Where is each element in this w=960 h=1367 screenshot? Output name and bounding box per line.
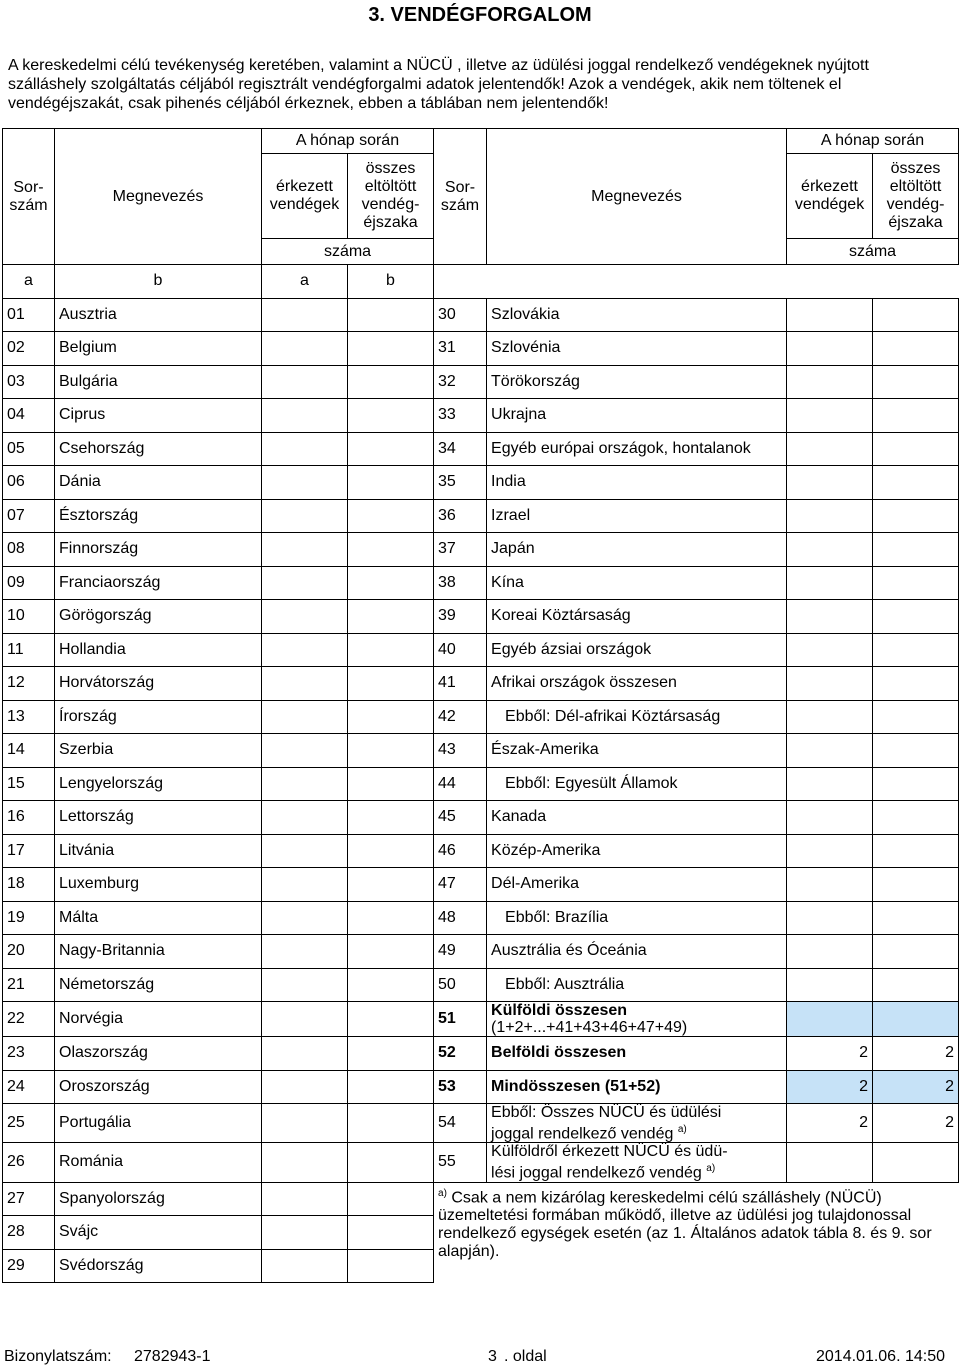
- table-row: [3, 1143, 959, 1182]
- arrived-guests-input[interactable]: [787, 700, 873, 734]
- arrived-guests-input[interactable]: [262, 566, 348, 600]
- arrived-guests-input[interactable]: [787, 298, 873, 332]
- row-number: 20: [3, 935, 55, 969]
- arrived-guests-input[interactable]: [787, 767, 873, 801]
- table-row: [3, 1070, 959, 1104]
- page-title: 3. VENDÉGFORGALOM: [368, 4, 592, 26]
- row-number: 09: [3, 566, 55, 600]
- arrived-guests-input[interactable]: [262, 901, 348, 935]
- country-name: Ebből: Egyesült Államok: [487, 767, 787, 801]
- row-number: 18: [3, 868, 55, 902]
- country-name: India: [487, 466, 787, 500]
- table-row: [3, 466, 959, 500]
- arrived-guests-input[interactable]: [262, 1143, 348, 1182]
- country-name: Egyéb európai országok, hontalanok: [487, 432, 787, 466]
- row-number: 50: [434, 968, 487, 1002]
- table-row: [3, 700, 959, 734]
- page-number: 3: [488, 1348, 497, 1365]
- footer-datetime: 2014.01.06. 14:50: [816, 1348, 946, 1365]
- country-name: Ausztria: [55, 298, 262, 332]
- intro-text: A kereskedelmi célú tevékenység keretében, valamint a NÜCÜ , illetve az üdülési joggal rendelkező vendégeknek nyújtott szálláshely szolgáltatás céljából regisztrált vendégforgalmi adatok jelentendők! Azok a vendégek, akik nem töltenek el vendégéjszakát, csak pihenés céljából érkeznek, ebben a táblában nem jelentendők!: [8, 57, 869, 112]
- country-name: Belgium: [55, 332, 262, 366]
- arrived-guests-input[interactable]: [262, 868, 348, 902]
- arrived-guests-value[interactable]: [787, 1002, 873, 1037]
- row-number: 02: [3, 332, 55, 366]
- arrived-guests-input[interactable]: [262, 298, 348, 332]
- summary-name: Ebből: Összes NÜCÜ és üdülési joggal rendelkező vendég $^{a)}$: [487, 1104, 787, 1143]
- row-number: 55: [434, 1143, 487, 1182]
- row-number: 36: [434, 499, 487, 533]
- country-name: Szlovénia: [487, 332, 787, 366]
- country-name: Norvégia: [55, 1002, 262, 1037]
- row-number: 31: [434, 332, 487, 366]
- country-name: Közép-Amerika: [487, 834, 787, 868]
- header-honap-right: A hónap során: [787, 129, 959, 154]
- country-name: Ebből: Dél-afrikai Köztársaság: [487, 700, 787, 734]
- guest-nights-input[interactable]: [873, 901, 959, 935]
- table-row: [3, 1037, 959, 1071]
- arrived-guests-input[interactable]: [262, 365, 348, 399]
- country-name: Észtország: [55, 499, 262, 533]
- table-row: [3, 365, 959, 399]
- arrived-guests-input[interactable]: [787, 801, 873, 835]
- country-name: Izrael: [487, 499, 787, 533]
- header-honap-left: A hónap során: [262, 129, 434, 154]
- country-name: Svédország: [55, 1249, 262, 1283]
- table-row: [3, 834, 959, 868]
- table-row: [3, 868, 959, 902]
- row-number: 28: [3, 1216, 55, 1250]
- table-row: [3, 432, 959, 466]
- row-number: 30: [434, 298, 487, 332]
- country-name: Kanada: [487, 801, 787, 835]
- country-name: Olaszország: [55, 1037, 262, 1071]
- country-name: Portugália: [55, 1104, 262, 1143]
- guest-nights-input[interactable]: [873, 466, 959, 500]
- row-number: 05: [3, 432, 55, 466]
- guest-nights-input[interactable]: [348, 1037, 434, 1071]
- guest-nights-input[interactable]: [348, 834, 434, 868]
- row-number: 03: [3, 365, 55, 399]
- guest-nights-input[interactable]: [873, 633, 959, 667]
- arrived-guests-input[interactable]: [262, 734, 348, 768]
- arrived-guests-input[interactable]: [787, 935, 873, 969]
- guest-traffic-table: [2, 128, 959, 1283]
- arrived-guests-input[interactable]: [787, 466, 873, 500]
- guest-nights-input[interactable]: [348, 600, 434, 634]
- country-name: Szlovákia: [487, 298, 787, 332]
- header-sorszam-right: Sor- szám: [434, 129, 487, 265]
- row-number: 48: [434, 901, 487, 935]
- guest-nights-input[interactable]: [348, 935, 434, 969]
- bizonylat-label: Bizonylatszám:: [4, 1348, 112, 1365]
- header-szama-right: száma: [787, 239, 959, 265]
- arrived-guests-value[interactable]: 2: [787, 1104, 873, 1143]
- country-name: Ebből: Brazília: [487, 901, 787, 935]
- row-number: 34: [434, 432, 487, 466]
- row-number: 25: [3, 1104, 55, 1143]
- country-name: Németország: [55, 968, 262, 1002]
- row-number: 41: [434, 667, 487, 701]
- row-number: 49: [434, 935, 487, 969]
- guest-nights-input[interactable]: [348, 901, 434, 935]
- row-number: 32: [434, 365, 487, 399]
- guest-nights-input[interactable]: [348, 1070, 434, 1104]
- header-col-a-left: a: [3, 265, 55, 299]
- country-name: Dél-Amerika: [487, 868, 787, 902]
- guest-nights-input[interactable]: [873, 399, 959, 433]
- summary-name: Belföldi összesen: [487, 1037, 787, 1071]
- arrived-guests-input[interactable]: [262, 935, 348, 969]
- row-number: 13: [3, 700, 55, 734]
- arrived-guests-input[interactable]: [262, 466, 348, 500]
- guest-nights-input[interactable]: [873, 533, 959, 567]
- row-number: 38: [434, 566, 487, 600]
- table-row: [3, 1002, 959, 1037]
- row-number: 12: [3, 667, 55, 701]
- country-name: Görögország: [55, 600, 262, 634]
- table-row: [3, 901, 959, 935]
- country-name: Japán: [487, 533, 787, 567]
- country-name: Luxemburg: [55, 868, 262, 902]
- arrived-guests-input[interactable]: [787, 566, 873, 600]
- arrived-guests-input[interactable]: [262, 399, 348, 433]
- header-osszes-right: összes eltöltött vendég- éjszaka: [873, 154, 959, 239]
- guest-nights-input[interactable]: [348, 466, 434, 500]
- header-osszes-left: összes eltöltött vendég- éjszaka: [348, 154, 434, 239]
- guest-nights-input[interactable]: [348, 298, 434, 332]
- country-name: Svájc: [55, 1216, 262, 1250]
- country-name: Afrikai országok összesen: [487, 667, 787, 701]
- arrived-guests-input[interactable]: [787, 834, 873, 868]
- row-number: 19: [3, 901, 55, 935]
- arrived-guests-input[interactable]: [787, 600, 873, 634]
- guest-nights-value[interactable]: [873, 1002, 959, 1037]
- header-erkezett-right: érkezett vendégek: [787, 154, 873, 239]
- bizonylat-value: 2782943-1: [134, 1348, 211, 1365]
- country-name: Csehország: [55, 432, 262, 466]
- arrived-guests-input[interactable]: [262, 667, 348, 701]
- row-number: 11: [3, 633, 55, 667]
- country-name: Horvátország: [55, 667, 262, 701]
- summary-name: Külföldről érkezett NÜCÜ és üdü- lési joggal rendelkező vendég $^{a)}$: [487, 1143, 787, 1182]
- country-name: Ciprus: [55, 399, 262, 433]
- row-number: 43: [434, 734, 487, 768]
- table-row: [3, 298, 959, 332]
- row-number: 01: [3, 298, 55, 332]
- country-name: Lengyelország: [55, 767, 262, 801]
- guest-nights-input[interactable]: [348, 767, 434, 801]
- arrived-guests-input[interactable]: [262, 1104, 348, 1143]
- guest-nights-input[interactable]: [348, 700, 434, 734]
- row-number: 21: [3, 968, 55, 1002]
- row-number: 22: [3, 1002, 55, 1037]
- guest-nights-value[interactable]: 2: [873, 1037, 959, 1071]
- country-name: Kína: [487, 566, 787, 600]
- row-number: 37: [434, 533, 487, 567]
- arrived-guests-input[interactable]: [262, 533, 348, 567]
- arrived-guests-input[interactable]: [787, 901, 873, 935]
- table-row: [3, 499, 959, 533]
- guest-nights-input[interactable]: [873, 868, 959, 902]
- table-row: [3, 332, 959, 366]
- guest-nights-input[interactable]: [873, 600, 959, 634]
- country-name: Románia: [55, 1143, 262, 1182]
- footnote: $^{a)}$ Csak a nem kizárólag kereskedelmi célú szálláshely (NÜCÜ) üzemeltetési formában működő, illetve az üdülési jog tulajdonossal rendelkező egységek esetén (az 1. Általános adatok tábla 8. és 9. sor alapján).: [438, 1187, 932, 1260]
- table-row: [3, 801, 959, 835]
- arrived-guests-input[interactable]: [262, 1182, 348, 1216]
- guest-nights-input[interactable]: [348, 868, 434, 902]
- row-number: 46: [434, 834, 487, 868]
- table-row: [3, 600, 959, 634]
- country-name: Litvánia: [55, 834, 262, 868]
- arrived-guests-input[interactable]: [262, 834, 348, 868]
- guest-nights-input[interactable]: [348, 1216, 434, 1250]
- row-number: 29: [3, 1249, 55, 1283]
- arrived-guests-input[interactable]: [787, 868, 873, 902]
- row-number: 24: [3, 1070, 55, 1104]
- row-number: 52: [434, 1037, 487, 1071]
- country-name: Nagy-Britannia: [55, 935, 262, 969]
- arrived-guests-input[interactable]: [262, 499, 348, 533]
- arrived-guests-input[interactable]: [262, 1002, 348, 1037]
- guest-nights-input[interactable]: [348, 332, 434, 366]
- guest-nights-input[interactable]: [348, 801, 434, 835]
- arrived-guests-input[interactable]: [262, 1070, 348, 1104]
- guest-nights-input[interactable]: [348, 1249, 434, 1283]
- row-number: 08: [3, 533, 55, 567]
- row-number: 15: [3, 767, 55, 801]
- row-number: 06: [3, 466, 55, 500]
- guest-nights-input[interactable]: [348, 432, 434, 466]
- row-number: 04: [3, 399, 55, 433]
- table-row: [3, 734, 959, 768]
- arrived-guests-input[interactable]: [262, 700, 348, 734]
- header-col-a-right: a: [262, 265, 348, 299]
- arrived-guests-input[interactable]: [787, 968, 873, 1002]
- country-name: Ausztrália és Óceánia: [487, 935, 787, 969]
- arrived-guests-input[interactable]: [787, 365, 873, 399]
- arrived-guests-value[interactable]: 2: [787, 1070, 873, 1104]
- arrived-guests-input[interactable]: [787, 533, 873, 567]
- arrived-guests-input[interactable]: [787, 667, 873, 701]
- arrived-guests-input[interactable]: [262, 332, 348, 366]
- country-name: Ukrajna: [487, 399, 787, 433]
- country-name: Málta: [55, 901, 262, 935]
- guest-nights-input[interactable]: [348, 633, 434, 667]
- country-name: Bulgária: [55, 365, 262, 399]
- header-megnevezes-right: Megnevezés: [487, 129, 787, 265]
- country-name: Ebből: Ausztrália: [487, 968, 787, 1002]
- country-name: Lettország: [55, 801, 262, 835]
- header-erkezett-left: érkezett vendégek: [262, 154, 348, 239]
- country-name: Finnország: [55, 533, 262, 567]
- table-row: [3, 968, 959, 1002]
- table-row: [3, 667, 959, 701]
- table-row: [3, 1182, 959, 1216]
- guest-nights-value[interactable]: 2: [873, 1070, 959, 1104]
- arrived-guests-input[interactable]: [262, 633, 348, 667]
- country-name: Írország: [55, 700, 262, 734]
- country-name: Észak-Amerika: [487, 734, 787, 768]
- guest-nights-input[interactable]: [873, 566, 959, 600]
- arrived-guests-input[interactable]: [262, 767, 348, 801]
- arrived-guests-value[interactable]: 2: [787, 1037, 873, 1071]
- guest-nights-input[interactable]: [873, 801, 959, 835]
- table-row: [3, 633, 959, 667]
- header-szama-left: száma: [262, 239, 434, 265]
- guest-nights-input[interactable]: [873, 332, 959, 366]
- arrived-guests-input[interactable]: [787, 432, 873, 466]
- row-number: 14: [3, 734, 55, 768]
- arrived-guests-input[interactable]: [262, 600, 348, 634]
- row-number: 23: [3, 1037, 55, 1071]
- guest-nights-input[interactable]: [873, 968, 959, 1002]
- table-row: [3, 767, 959, 801]
- arrived-guests-input[interactable]: [787, 499, 873, 533]
- guest-nights-input[interactable]: [873, 834, 959, 868]
- guest-nights-input[interactable]: [873, 298, 959, 332]
- guest-nights-input[interactable]: [873, 700, 959, 734]
- country-name: Koreai Köztársaság: [487, 600, 787, 634]
- arrived-guests-input[interactable]: [262, 1037, 348, 1071]
- row-number: 40: [434, 633, 487, 667]
- guest-nights-input[interactable]: [873, 365, 959, 399]
- guest-nights-input[interactable]: [348, 1002, 434, 1037]
- header-col-b-left: b: [55, 265, 262, 299]
- row-number: 16: [3, 801, 55, 835]
- country-name: Szerbia: [55, 734, 262, 768]
- guest-nights-input[interactable]: [873, 432, 959, 466]
- summary-name: Külföldi összesen (1+2+...+41+43+46+47+49): [487, 1002, 787, 1037]
- row-number: 45: [434, 801, 487, 835]
- country-name: Törökország: [487, 365, 787, 399]
- arrived-guests-input[interactable]: [262, 801, 348, 835]
- country-name: Egyéb ázsiai országok: [487, 633, 787, 667]
- header-sorszam-left: Sor- szám: [3, 129, 55, 265]
- row-number: 42: [434, 700, 487, 734]
- arrived-guests-input[interactable]: [787, 332, 873, 366]
- guest-nights-input[interactable]: [348, 667, 434, 701]
- guest-nights-input[interactable]: [873, 667, 959, 701]
- country-name: Oroszország: [55, 1070, 262, 1104]
- row-number: 26: [3, 1143, 55, 1182]
- arrived-guests-input[interactable]: [262, 968, 348, 1002]
- guest-nights-input[interactable]: [348, 566, 434, 600]
- arrived-guests-input[interactable]: [787, 734, 873, 768]
- page-label: . oldal: [504, 1348, 547, 1365]
- country-name: Spanyolország: [55, 1182, 262, 1216]
- row-number: 07: [3, 499, 55, 533]
- table-row: [3, 1104, 959, 1143]
- row-number: 39: [434, 600, 487, 634]
- table-row: [3, 399, 959, 433]
- country-name: Dánia: [55, 466, 262, 500]
- guest-nights-input[interactable]: [873, 767, 959, 801]
- guest-nights-value[interactable]: 2: [873, 1104, 959, 1143]
- row-number: 10: [3, 600, 55, 634]
- guest-nights-input[interactable]: [348, 968, 434, 1002]
- row-number: 53: [434, 1070, 487, 1104]
- arrived-guests-input[interactable]: [787, 633, 873, 667]
- guest-nights-input[interactable]: [873, 935, 959, 969]
- header-megnevezes-left: Megnevezés: [55, 129, 262, 265]
- row-number: 17: [3, 834, 55, 868]
- row-number: 27: [3, 1182, 55, 1216]
- guest-nights-input[interactable]: [348, 734, 434, 768]
- row-number: 47: [434, 868, 487, 902]
- row-number: 51: [434, 1002, 487, 1037]
- country-name: Hollandia: [55, 633, 262, 667]
- row-number: 54: [434, 1104, 487, 1143]
- arrived-guests-input[interactable]: [262, 432, 348, 466]
- table-row: [3, 566, 959, 600]
- guest-nights-input[interactable]: [348, 1104, 434, 1143]
- table-row: [3, 533, 959, 567]
- row-number: 44: [434, 767, 487, 801]
- guest-nights-input[interactable]: [348, 1182, 434, 1216]
- guest-nights-input[interactable]: [348, 533, 434, 567]
- guest-nights-input[interactable]: [348, 365, 434, 399]
- arrived-guests-input[interactable]: [787, 399, 873, 433]
- row-number: 35: [434, 466, 487, 500]
- table-row: [3, 935, 959, 969]
- guest-nights-input[interactable]: [873, 734, 959, 768]
- country-name: Franciaország: [55, 566, 262, 600]
- guest-nights-input[interactable]: [348, 499, 434, 533]
- row-number: 33: [434, 399, 487, 433]
- header-col-b-right: b: [348, 265, 434, 299]
- guest-nights-input[interactable]: [348, 1143, 434, 1182]
- summary-name: Mindösszesen (51+52): [487, 1070, 787, 1104]
- guest-nights-value[interactable]: [873, 1143, 959, 1182]
- arrived-guests-value[interactable]: [787, 1143, 873, 1182]
- arrived-guests-input[interactable]: [262, 1216, 348, 1250]
- arrived-guests-input[interactable]: [262, 1249, 348, 1283]
- guest-nights-input[interactable]: [348, 399, 434, 433]
- guest-nights-input[interactable]: [873, 499, 959, 533]
